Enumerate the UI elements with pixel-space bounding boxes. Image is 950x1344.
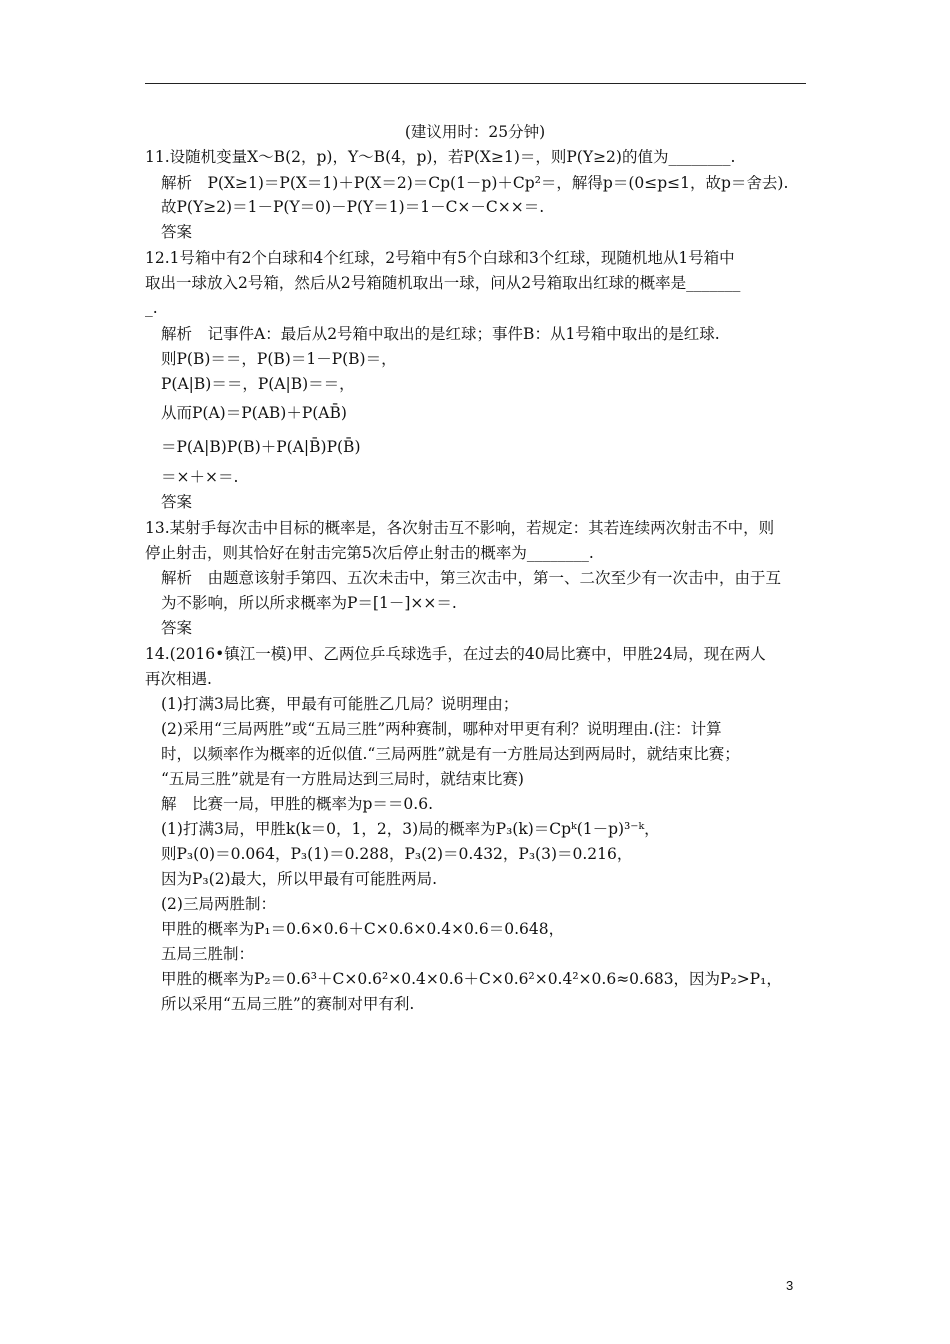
q14-line: (2)三局两胜制： [161,895,276,913]
q14-part2-cont: 时，以频率作为概率的近似值.“三局两胜”就是有一方胜局达到两局时，就结束比赛； [161,745,740,763]
q14-conclusion: 所以采用“五局三胜”的赛制对甲有利. [161,995,415,1013]
q12-answer: 答案 [161,493,193,511]
q14-stem-cont: 再次相遇. [145,670,212,688]
q13-answer: 答案 [161,619,193,637]
q13-solution-cont: 为不影响，所以所求概率为P＝[1－]××＝. [161,594,457,612]
q11-solution-cont: 故P(Y≥2)＝1－P(Y＝0)－P(Y＝1)＝1－C×－C××＝. [161,198,545,216]
q14-part2-cont: “五局三胜”就是有一方胜局达到三局时，就结束比赛) [161,770,524,788]
page-number: 3 [786,1278,794,1293]
q13-solution: 解析 由题意该射手第四、五次未击中，第三次击中，第一、二次至少有一次击中，由于互 [161,569,782,587]
q11-stem: 11.设随机变量X～B(2，p)，Y～B(4，p)，若P(X≥1)＝，则P(Y≥2)的值为________. [145,148,736,166]
q12-stem: 12.1号箱中有2个白球和4个红球，2号箱中有5个白球和3个红球，现随机地从1号箱中 [145,249,735,267]
q13-stem: 13.某射手每次击中目标的概率是，各次射击互不影响，若规定：其若连续两次射击不中，则 [145,519,775,537]
q14-stem: 14.(2016•镇江一模)甲、乙两位乒乓球选手，在过去的40局比赛中，甲胜24局，现在两人 [145,645,766,663]
q14-part2: (2)采用“三局两胜”或“五局三胜”两种赛制，哪种对甲更有利？说明理由.(注：计算 [161,720,722,738]
q12-line: P(A|B)＝＝，P(A|B)＝＝， [161,375,355,393]
header-rule [145,83,806,84]
q14-line: 五局三胜制： [161,945,255,963]
q12-line: 从而P(A)＝P(AB)＋P(AB̄) [161,404,347,422]
q12-blank-end: _. [145,299,158,317]
q11-solution: 解析 P(X≥1)＝P(X＝1)＋P(X＝2)＝Cp(1－p)＋Cp²＝，解得p＝(0≤p≤1，故p＝舍去). [161,174,789,192]
q12-line: ＝×＋×＝. [161,468,239,486]
q14-line: 因为P₃(2)最大，所以甲最有可能胜两局. [161,870,438,888]
q12-line: ＝P(A|B)P(B)＋P(A|B̄)P(B̄) [161,438,361,456]
q12-stem-cont: 取出一球放入2号箱，然后从2号箱随机取出一球，问从2号箱取出红球的概率是_______ [145,274,741,292]
q14-line: (1)打满3局，甲胜k(k＝0，1，2，3)局的概率为P₃(k)＝Cpᵏ(1－p)³⁻ᵏ， [161,820,660,838]
q12-solution: 解析 记事件A：最后从2号箱中取出的是红球；事件B：从1号箱中取出的是红球. [161,325,720,343]
q14-solution: 解 比赛一局，甲胜的概率为p＝＝0.6. [161,795,434,813]
q14-line: 甲胜的概率为P₁＝0.6×0.6＋C×0.6×0.4×0.6＝0.648， [161,920,565,938]
q11-answer: 答案 [161,223,193,241]
q13-stem-cont: 停止射击，则其恰好在射击完第5次后停止射击的概率为________. [145,544,594,562]
time-note: (建议用时：25分钟) [404,123,546,141]
q14-line: 甲胜的概率为P₂＝0.6³＋C×0.6²×0.4×0.6＋C×0.6²×0.4²×0.6≈0.683，因为P₂>P₁， [161,970,782,988]
q14-line: 则P₃(0)＝0.064，P₃(1)＝0.288，P₃(2)＝0.432，P₃(3)＝0.216， [161,845,633,863]
q14-part1: (1)打满3局比赛，甲最有可能胜乙几局？说明理由； [161,695,519,713]
q12-line: 则P(B)＝＝，P(B)＝1－P(B)＝， [161,350,397,368]
